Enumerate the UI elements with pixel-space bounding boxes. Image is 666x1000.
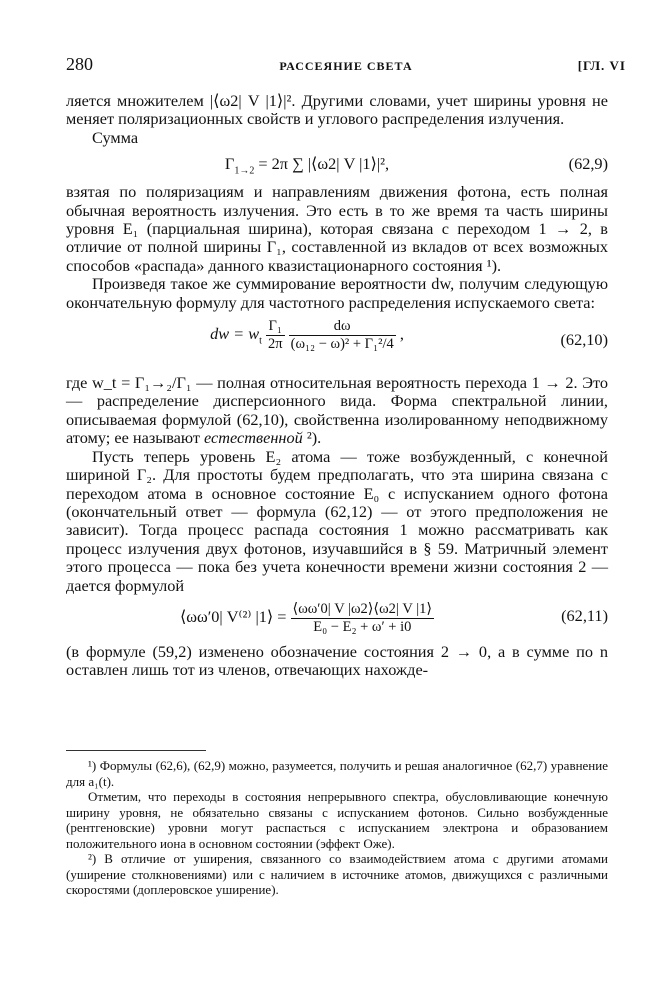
- equation-62-10: [66, 316, 608, 370]
- equation-62-9-number: (62,9): [568, 154, 608, 174]
- paragraph-3: взятая по поляризациям и направлениям движения фотона, есть полная обычная вероятность излучения. Это есть в то же время та часть ширины уровня E₁ (парциальная ширина), которая связана с переходом 1 → 2, в отличие от полной ширины Γ₁, составленной из вкладов от всех возможных способов «распада» данного квазистационарного состояния ¹).: [66, 182, 608, 275]
- running-title: РАССЕЯНИЕ СВЕТА: [279, 59, 413, 73]
- paragraph-5-text-b: ²).: [302, 428, 322, 448]
- paragraph-2: Сумма: [92, 127, 139, 147]
- paragraph-5-text-a: где w_t = Γ₁→₂/Γ₁ — полная относительная вероятность перехода 1 → 2. Это — распределение дисперсионного вида. Форма спектральной линии, описываемая формулой (62,10), свойственна изолированному неподвижному атому; ее называют: [66, 373, 608, 448]
- equation-62-9-rhs: = 2π ∑ |⟨ω2| V |1⟩|²,: [254, 154, 390, 174]
- main-text: [66, 92, 608, 680]
- page-number: 280: [66, 54, 93, 74]
- paragraph-5-italic: естественной: [204, 428, 303, 448]
- equation-62-9-lhs: Γ: [224, 154, 235, 174]
- footnote-2: ²) В отличие от уширения, связанного со взаимодействием атома с другими атомами (уширение столкновениями) или с наличием в источнике атомов, движущихся с различными скоростями (доплеровское уширение).: [66, 851, 608, 897]
- equation-62-11-number: (62,11): [561, 605, 608, 625]
- footnotes: [66, 758, 608, 898]
- paragraph-6: Пусть теперь уровень E₂ атома — тоже возбужденный, с конечной шириной Γ₂. Для простоты будем предполагать, что эта ширина связана с переходом атома в основное состояние E₀ с испусканием одного фотона (окончательный ответ — формула (62,12) — от этого предположения не зависит). Тогда процесс распада состояния 1 можно рассматривать как процесс излучения двух фотонов, изучавшийся в § 59. Матричный элемент этого процесса — пока без учета конечности времени жизни состояния 2 — дается формулой: [66, 446, 608, 595]
- footnote-1-continued: Отметим, что переходы в состояния непрерывного спектра, обусловливающие конечную ширину уровня, не обязательно связаны с испусканием фотонов. Сильно возбужденные (рентгеновские) уровни могут распасться с испусканием электрона и образованием положительного иона в основном состоянии (эффект Оже).: [66, 789, 608, 851]
- equation-62-9-formula: [66, 154, 548, 177]
- equation-62-10-fraction-1: [266, 318, 285, 353]
- page-header: [66, 54, 626, 78]
- equation-62-9: [66, 151, 608, 179]
- fraction-2-numerator: dω: [289, 318, 396, 336]
- paragraph-1: ляется множителем |⟨ω2| V |1⟩|². Другими словами, учет ширины уровня не меняет поляризационных свойств и углового распределения излучения.: [66, 91, 608, 129]
- footnote-divider: [66, 750, 206, 751]
- paragraph-4: Произведя такое же суммирование вероятности dw, получим следующую окончательную формулу для частотного распределения испускаемого света:: [66, 274, 608, 312]
- fraction-1-denominator: 2π: [267, 336, 283, 353]
- equation-62-11-lhs: ⟨ωω′0| V⁽²⁾ |1⟩ =: [179, 607, 291, 627]
- fraction-2-denominator: (ω₁₂ − ω)² + Γ₁²/4: [290, 336, 394, 353]
- equation-62-10-lhs-sub: t: [259, 335, 262, 347]
- footnote-1: ¹) Формулы (62,6), (62,9) можно, разумеется, получить и решая аналогичное (62,7) уравнение для a₁(t).: [66, 758, 608, 789]
- chapter-label: [ГЛ. VI: [577, 58, 626, 73]
- equation-62-11-denominator: E₀ − E₂ + ω′ + i0: [313, 618, 412, 635]
- paragraph-5: [66, 374, 608, 448]
- equation-62-10-lhs: dw = w: [210, 324, 260, 344]
- equation-62-11: [66, 599, 608, 639]
- equation-62-10-formula: [66, 318, 548, 353]
- equation-62-10-fraction-2: [289, 318, 396, 353]
- equation-62-9-lhs-sub: 1→2: [234, 165, 255, 177]
- equation-62-10-number: (62,10): [560, 330, 608, 350]
- equation-62-11-fraction: [291, 601, 435, 636]
- equation-62-10-tail: ,: [395, 324, 404, 344]
- fraction-1-numerator: Γ₁: [266, 318, 285, 336]
- paragraph-7: (в формуле (59,2) изменено обозначение состояния 2 → 0, а в сумме по n оставлен лишь тот из членов, отвечающих нахожде-: [66, 641, 608, 680]
- equation-62-11-formula: [66, 601, 548, 636]
- equation-62-11-numerator: ⟨ωω′0| V |ω2⟩⟨ω2| V |1⟩: [292, 600, 433, 617]
